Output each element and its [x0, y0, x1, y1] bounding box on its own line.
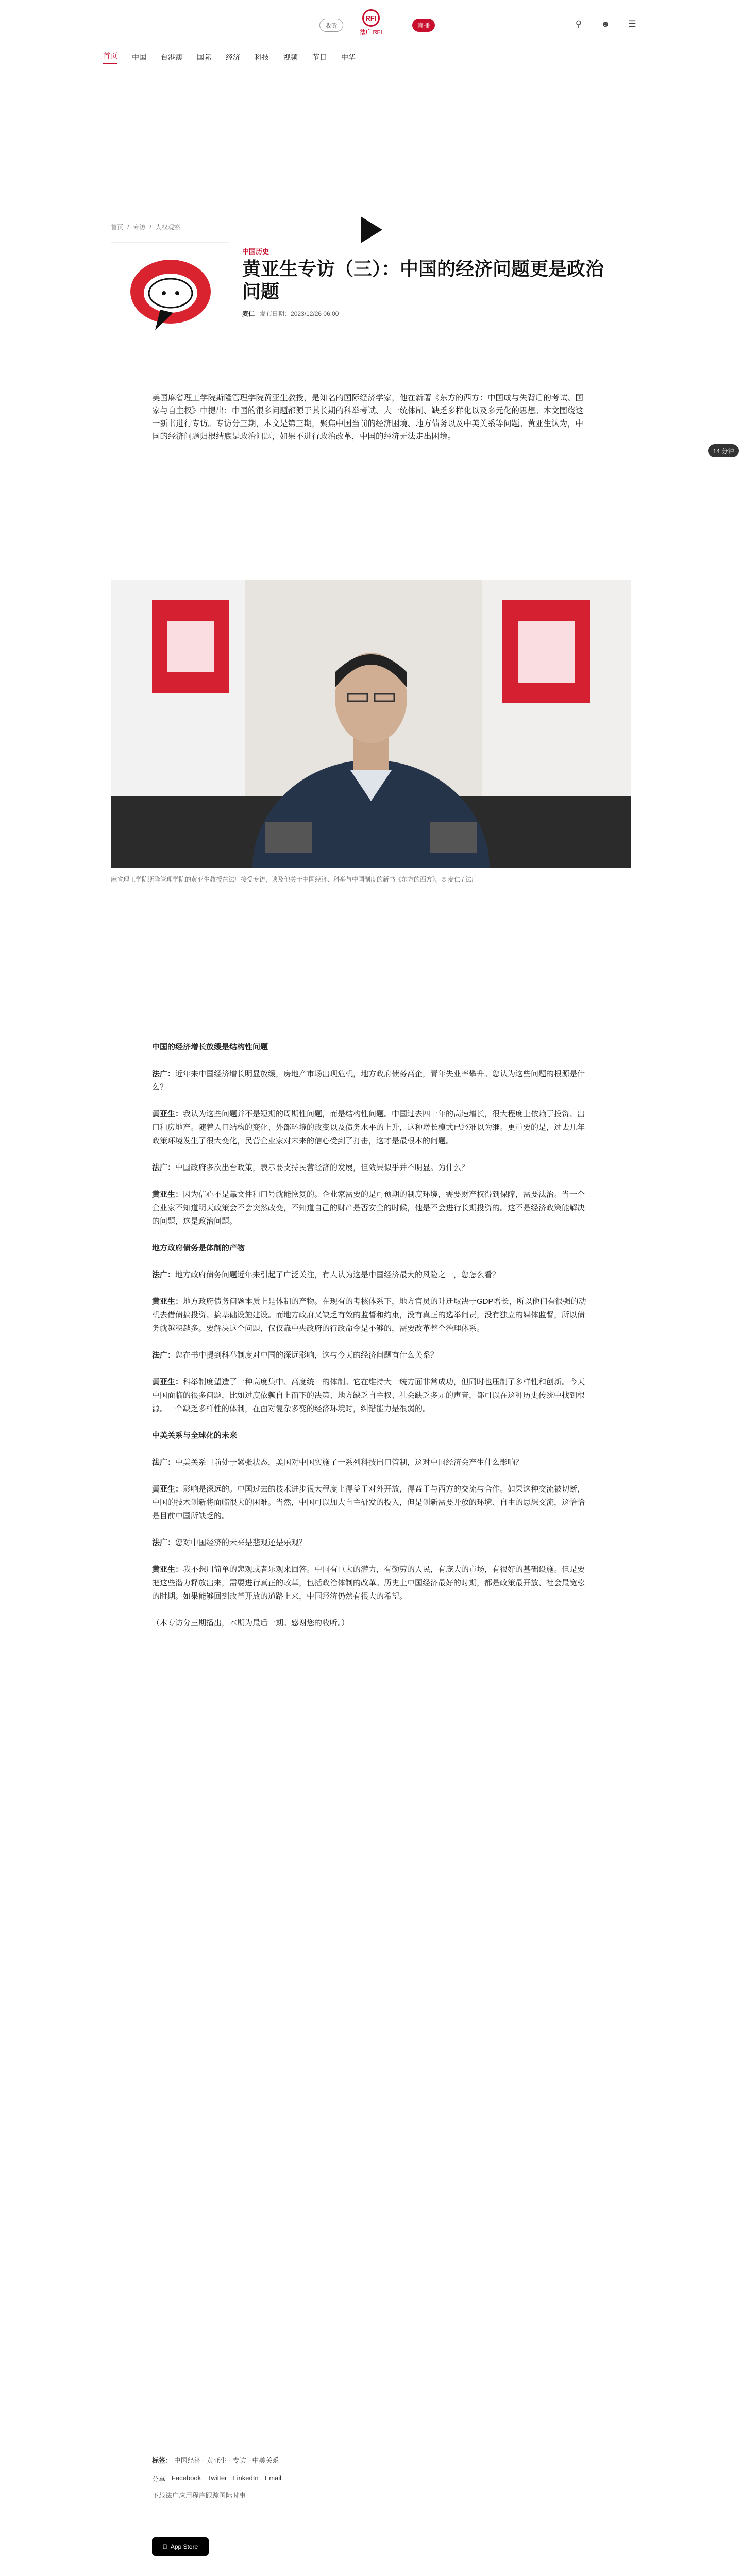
nav-programs[interactable]: 节目	[312, 53, 327, 61]
share-linkedin-button[interactable]: LinkedIn	[233, 2474, 259, 2482]
download-note: 下载法广应用程序跟踪国际时事	[152, 2492, 246, 2499]
body-paragraph	[152, 1188, 590, 1228]
paragraph-text: 地方政府债务问题本质上是体制的产物。在现有的考核体系下，地方官员的升迁取决于GDP增长，所以他们有很强的动机去借债搞投资、搞基础设施建设。而地方政府又缺乏有效的监督和约束，没有真正的选举问责，没有独立的媒体监督，所以债务就越积越多。要解决这个问题，仅仅靠中央政府的行政命令是不够的，需要改革整个治理体系。	[152, 1297, 586, 1333]
nav-chinese[interactable]: 中华	[341, 53, 356, 61]
body-paragraph	[152, 1617, 590, 1630]
tag-link[interactable]: 中美关系	[252, 2456, 279, 2464]
nav-international[interactable]: 国际	[197, 53, 211, 61]
share-facebook-button[interactable]: Facebook	[172, 2474, 201, 2482]
interview-photo	[111, 580, 631, 868]
breadcrumb	[111, 223, 180, 231]
nav-home[interactable]: 首页	[103, 50, 117, 64]
site-header	[0, 0, 742, 72]
body-subheading: 中美关系与全球化的未来	[152, 1431, 238, 1440]
listen-button[interactable]: 收听	[319, 19, 343, 32]
body-paragraph	[152, 1483, 590, 1523]
breadcrumb-home[interactable]: 首页	[111, 224, 124, 231]
paragraph-text: 我认为这些问题并不是短期的周期性问题，而是结构性问题。中国过去四十年的高速增长，很大程度上依赖于投资、出口和房地产。随着人口结构的变化、外部环境的改变以及债务水平的上升，这种增长模式已经难以为继。更重要的是，过去几年政策环境发生了很大变化，民营企业家对未来的信心受到了打击，这才是最根本的问题。	[152, 1110, 585, 1145]
player-play-icon[interactable]	[361, 216, 382, 243]
paragraph-text: 我不想用简单的悲观或者乐观来回答。中国有巨大的潜力，有勤劳的人民，有庞大的市场，有很好的基础设施。但是要把这些潜力释放出来，需要进行真正的改革，包括政治体制的改革。历史上中国经济最好的时期，都是政策最开放、社会最宽松的时期。如果能够回到改革开放的道路上来，中国经济仍然有很大的希望。	[152, 1565, 585, 1601]
body-paragraph	[152, 1108, 590, 1148]
share-email-button[interactable]: Email	[264, 2474, 282, 2482]
article-intro: 美国麻省理工学院斯隆管理学院黄亚生教授，是知名的国际经济学家，他在新著《东方的西方：中国成与失背后的考试、国家与自主权》中提出：中国的很多问题都源于其长期的科举考试、大一统体制、缺乏多样化以及多元化的思想。本文围绕这一新书进行专访。专访分三期，本文是第三期，聚焦中国当前的经济困境、地方债务以及中美关系等问题。黄亚生认为，中国的经济问题归根结底是政治问题，如果不进行政治改革，中国的经济无法走出困境。	[152, 394, 584, 441]
paragraph-text: 因为信心不是靠文件和口号就能恢复的。企业家需要的是可预期的制度环境，需要财产权得到保障，需要法治。当一个企业家不知道明天政策会不会突然改变，不知道自己的财产是否安全的时候，他是不会进行长期投资的。这不是经济政策能解决的问题，这是政治问题。	[152, 1190, 585, 1226]
main-nav	[103, 49, 639, 65]
share-label: 分享	[152, 2476, 166, 2483]
nav-tech[interactable]: 科技	[255, 53, 269, 61]
header-icons	[572, 18, 639, 31]
paragraph-text: 影响是深远的。中国过去的技术进步很大程度上得益于对外开放，得益于与西方的交流与合作。如果这种交流被切断，中国的技术创新将面临很大的困难。当然，中国可以加大自主研发的投入，但是创新需要开放的环境、自由的思想交流，这恰恰是目前中国所缺乏的。	[152, 1485, 585, 1520]
tag-link[interactable]: 中国经济	[174, 2456, 201, 2464]
speaker-label: 黄亚生：	[152, 1378, 183, 1386]
live-button[interactable]: 直播	[412, 19, 435, 32]
speaker-label: 法广：	[152, 1163, 176, 1172]
article-author[interactable]: 麦仁	[242, 310, 255, 317]
body-paragraph	[152, 1563, 590, 1603]
body-subheading: 中国的经济增长放缓是结构性问题	[152, 1043, 268, 1052]
header-inner	[103, 0, 639, 72]
body-subheading: 地方政府债务是体制的产物	[152, 1244, 245, 1252]
paragraph-text: 中美关系目前处于紧张状态，美国对中国实施了一系列科技出口管制，这对中国经济会产生什么影响？	[175, 1458, 524, 1467]
article-title: 黄亚生专访（三）：中国的经济问题更是政治问题	[242, 258, 604, 302]
tag-link[interactable]: 黄亚生	[207, 2456, 227, 2464]
paragraph-text: （本专访分三期播出，本期为最后一期。感谢您的收听。）	[152, 1619, 349, 1628]
breadcrumb-program[interactable]: 人权观察	[155, 224, 180, 231]
body-paragraph	[152, 1536, 590, 1550]
ad-space	[0, 72, 742, 201]
speaker-label: 黄亚生：	[152, 1110, 183, 1118]
share-row	[152, 2474, 590, 2484]
paragraph-text: 近年来中国经济增长明显放缓，房地产市场出现危机，地方政府债务高企，青年失业率攀升。您认为这些问题的根源是什么？	[152, 1070, 585, 1092]
nav-economy[interactable]: 经济	[226, 53, 240, 61]
article-footer	[152, 2455, 590, 2500]
program-logo-icon	[111, 243, 230, 346]
image-caption: 麻省理工学院斯隆管理学院的黄亚生教授在法广接受专访，谈及他关于中国经济、科举与中国制度的新书《东方的西方》。© 麦仁 / 法广	[111, 876, 478, 883]
paragraph-text: 您对中国经济的未来是悲观还是乐观？	[175, 1538, 307, 1547]
tag-label: 标签：	[152, 2456, 173, 2464]
speaker-label: 黄亚生：	[152, 1190, 183, 1199]
article-body	[152, 1041, 590, 1643]
paragraph-text: 中国政府多次出台政策，表示要支持民营经济的发展，但效果似乎并不明显。为什么？	[175, 1163, 469, 1172]
body-paragraph	[152, 1349, 590, 1362]
user-icon[interactable]: ☻	[601, 19, 610, 29]
speaker-label: 黄亚生：	[152, 1297, 183, 1306]
speaker-label: 黄亚生：	[152, 1565, 183, 1574]
tag-line: 标签： 中国经济 · 黄亚生 · 专访 · 中美关系	[152, 2456, 279, 2464]
speaker-label: 法广：	[152, 1458, 176, 1467]
body-paragraph	[152, 1376, 590, 1416]
share-twitter-button[interactable]: Twitter	[207, 2474, 227, 2482]
article-meta	[242, 309, 339, 318]
nav-video[interactable]: 视频	[283, 53, 298, 61]
article-date: 发布日期：2023/12/26 06:00	[260, 310, 339, 317]
site-logo[interactable]	[356, 9, 386, 40]
body-paragraph	[152, 1268, 590, 1282]
body-paragraph	[152, 1067, 590, 1094]
body-paragraph	[152, 1456, 590, 1469]
program-thumbnail	[111, 242, 229, 345]
breadcrumb-separator-icon: /	[149, 223, 151, 231]
search-icon[interactable]: ⚲	[575, 19, 582, 29]
speaker-label: 法广：	[152, 1270, 176, 1279]
nav-china[interactable]: 中国	[132, 53, 146, 61]
body-paragraph	[152, 1161, 590, 1175]
breadcrumb-separator-icon: /	[127, 223, 129, 231]
speaker-label: 黄亚生：	[152, 1485, 183, 1494]
reading-time-badge: 14 分钟	[708, 444, 739, 457]
speaker-label: 法广：	[152, 1351, 176, 1360]
tag-link[interactable]: 专访	[232, 2456, 246, 2464]
nav-tw-hk-mo[interactable]: 台港澳	[161, 53, 182, 61]
menu-icon[interactable]: ☰	[628, 19, 636, 29]
apple-icon	[163, 2543, 167, 2550]
speaker-label: 法广：	[152, 1538, 176, 1547]
article-kicker[interactable]: 中国历史	[242, 248, 269, 256]
paragraph-text: 您在书中提到科举制度对中国的深远影响，这与今天的经济问题有什么关系？	[175, 1351, 439, 1360]
logo-text: 法广 RFI	[360, 29, 382, 36]
breadcrumb-section[interactable]: 专访	[133, 224, 146, 231]
article-main-image	[111, 580, 631, 868]
speaker-label: 法广：	[152, 1070, 176, 1078]
paragraph-text: 科举制度塑造了一种高度集中、高度统一的体制。它在维持大一统方面非常成功，但同时也压制了多样性和创新。今天中国面临的很多问题，比如过度依赖自上而下的决策、地方缺乏自主权、社会缺乏多元的声音，都可以在这种历史传统中找到根源。一个缺乏多样性的体制，在面对复杂多变的经济环境时，纠错能力是很弱的。	[152, 1378, 585, 1413]
app-store-label: App Store	[168, 2543, 196, 2550]
app-store-badge[interactable]	[152, 2537, 209, 2556]
logo-mark-icon: RFI	[362, 9, 380, 27]
paragraph-text: 地方政府债务问题近年来引起了广泛关注，有人认为这是中国经济最大的风险之一，您怎么看？	[175, 1270, 500, 1279]
body-paragraph	[152, 1295, 590, 1335]
